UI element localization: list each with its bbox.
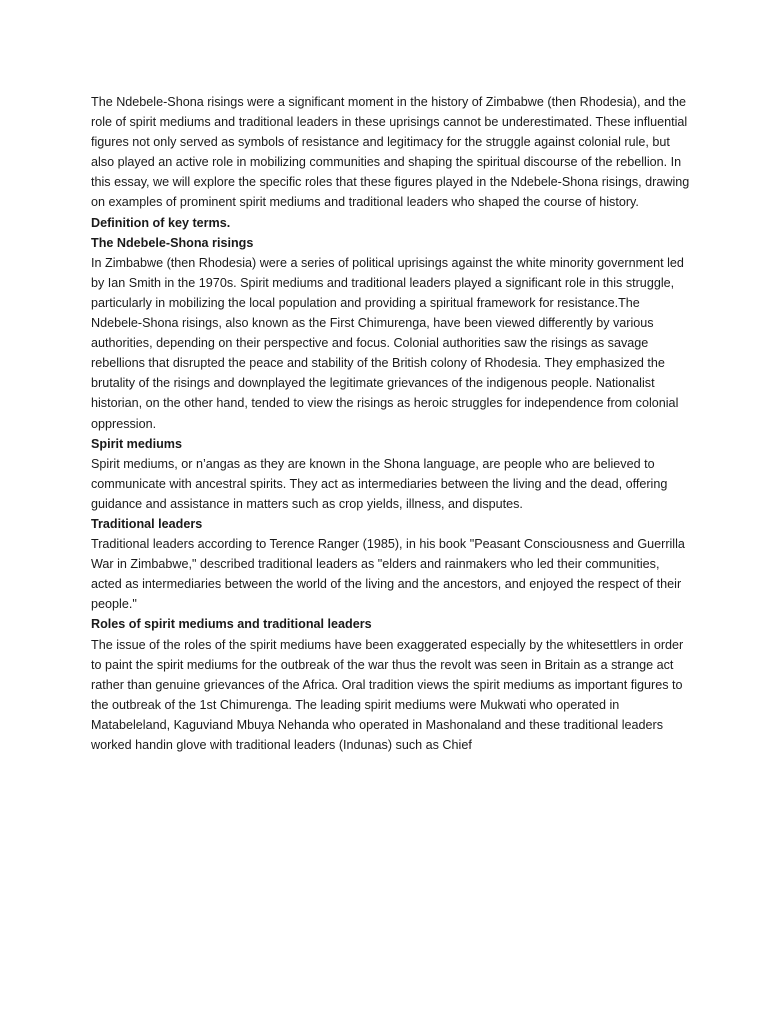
risings-heading: The Ndebele-Shona risings — [91, 235, 254, 250]
roles-heading: Roles of spirit mediums and traditional leaders — [91, 617, 372, 632]
spirit-mediums-heading: Spirit mediums — [91, 436, 182, 451]
roles-paragraph: The issue of the roles of the spirit mediums have been exaggerated especially by the whitesettlers in order to paint the spirit mediums for the outbreak of the war thus the revolt was seen in Britain as a strange act rather than genuine grievances of the Africa. Oral tradition views the spirit mediums as important figures to the outbreak of the 1st Chimurenga. The leading spirit mediums were Mukwati who operated in Matabeleland, Kaguviand Mbuya Nehanda who operated in Mashonaland and these traditional leaders worked handin glove with traditional leaders (Indunas) such as Chief — [91, 637, 684, 752]
spirit-mediums-paragraph: Spirit mediums, or n’angas as they are known in the Shona language, are people who are believed to communicate with ancestral spirits. They act as intermediaries between the living and the dead, offering guidance and assistance in matters such as crop yields, illness, and disputes. — [91, 456, 668, 511]
definitions-heading: Definition of key terms. — [91, 215, 231, 230]
traditional-leaders-paragraph: Traditional leaders according to Terence Ranger (1985), in his book "Peasant Consciousness and Guerrilla War in Zimbabwe," described traditional leaders as "elders and rainmakers who led their communities, acted as intermediaries between the world of the living and the ancestors, and enjoyed the respect of their people." — [91, 537, 685, 612]
intro-paragraph: The Ndebele-Shona risings were a significant moment in the history of Zimbabwe (then Rhodesia), and the role of spirit mediums and traditional leaders in these uprisings cannot be underestimated. These influential figures not only served as symbols of resistance and legitimacy for the struggle against colonial rule, but also played an active role in mobilizing communities and shaping the spiritual discourse of the rebellion. In this essay, we will explore the specific roles that these figures played in the Ndebele-Shona risings, drawing on examples of prominent spirit mediums and traditional leaders who shaped the course of history. — [91, 95, 690, 210]
risings-paragraph: In Zimbabwe (then Rhodesia) were a series of political uprisings against the white minority government led by Ian Smith in the 1970s. Spirit mediums and traditional leaders played a significant role in this struggle, particularly in mobilizing the local population and providing a spiritual framework for resistance.The Ndebele-Shona risings, also known as the First Chimurenga, have been viewed differently by various authorities, depending on their perspective and focus. Colonial authorities saw the risings as savage rebellions that disrupted the peace and stability of the British colony of Rhodesia. They emphasized the brutality of the risings and downplayed the legitimate grievances of the indigenous people. Nationalist historian, on the other hand, tended to view the risings as heroic struggles for independence from colonial oppression. — [91, 255, 684, 431]
traditional-leaders-heading: Traditional leaders — [91, 516, 203, 531]
document-page — [91, 92, 691, 755]
